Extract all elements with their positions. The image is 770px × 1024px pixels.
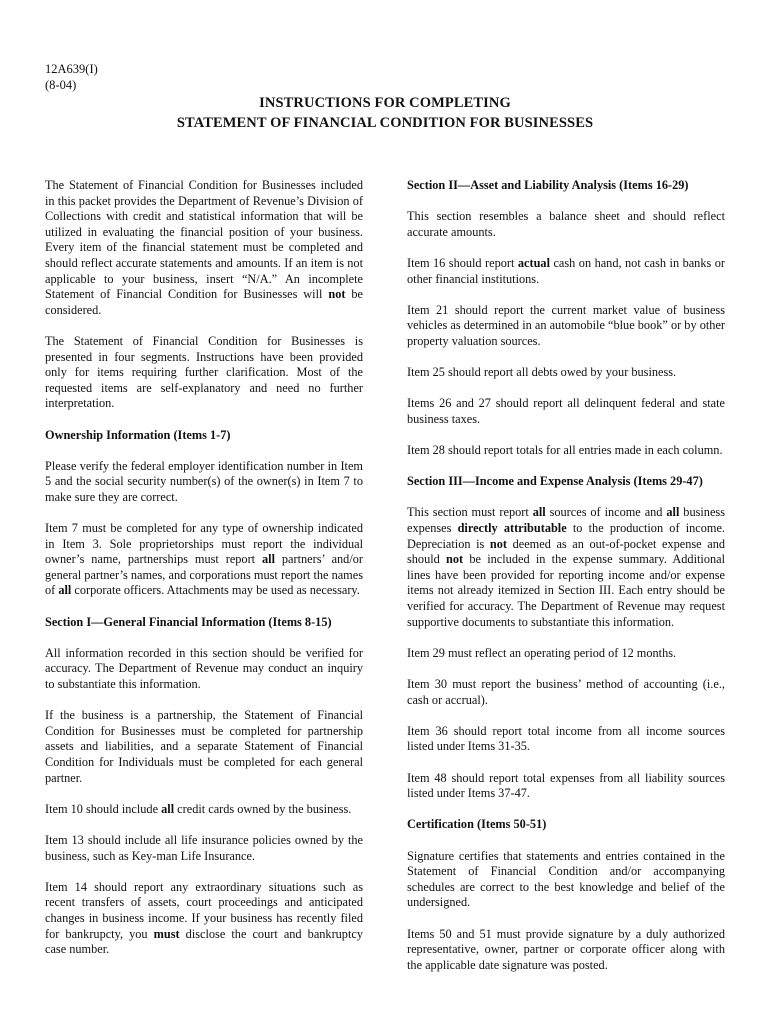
item-26-paragraph: Items 26 and 27 should report all delinquent federal and state business taxes. (407, 396, 725, 426)
form-identifier (45, 61, 98, 93)
certification-heading: Certification (Items 50-51) (407, 817, 547, 832)
item-30-paragraph: Item 30 must report the business’ method of accounting (i.e., cash or accrual). (407, 677, 725, 707)
item-36-paragraph: Item 36 should report total income from all income sources listed under Items 31-35. (407, 723, 725, 754)
item-13-paragraph: Item 13 should include all life insurance policies owned by the business, such as Key-man Life Insurance. (45, 832, 363, 863)
left-column (45, 178, 363, 973)
form-number: 12A639(I) (45, 62, 98, 76)
item-16-paragraph: Item 16 should report actual cash on hand, not cash in banks or other financial institutions. (407, 255, 725, 286)
page-title (0, 93, 770, 133)
certification-paragraph-2: Items 50 and 51 must provide signature by a duly authorized representative, owner, partner or corporate officer along with the applicable date signature was posted. (407, 926, 725, 972)
intro-paragraph-2: The Statement of Financial Condition for Businesses is presented in four segments. Instructions have been provided only for items requiring further clarification. Most of the requested items are self-explanatory and need no further interpretation. (45, 333, 363, 411)
section-1-paragraph-1: All information recorded in this section should be verified for accuracy. The Department of Revenue may conduct an inquiry to substantiate this information. (45, 645, 363, 691)
item-28-paragraph: Item 28 should report totals for all entries made in each column. (407, 443, 723, 458)
section-3-paragraph-1: This section must report all sources of income and all business expenses directly attributable to the production of income. Depreciation is not deemed as an out-of-pocket expense and should not be included in the expense summary. Additional lines have been provided for reporting income and/or expense items not already itemized in Section III. Each entry should be verified for accuracy. The Department of Revenue may request supportive documents to substantiate this information. (407, 505, 725, 629)
title-line-2: STATEMENT OF FINANCIAL CONDITION FOR BUSINESSES (176, 115, 594, 131)
item-29-paragraph: Item 29 must reflect an operating period of 12 months. (407, 645, 677, 660)
item-10-paragraph: Item 10 should include all credit cards owned by the business. (45, 801, 352, 816)
right-column (407, 178, 725, 989)
ownership-paragraph-2: Item 7 must be completed for any type of ownership indicated in Item 3. Sole proprietorships must report the individual owner’s name, partnerships must report all partners’ and/or general partner’s names, and corporations must report the names of all corporate officers. Attachments may be used as necessary. (45, 521, 363, 598)
section-1-heading: Section I—General Financial Information (Items 8-15) (45, 614, 332, 629)
item-14-paragraph: Item 14 should report any extraordinary situations such as recent transfers of assets, court proceedings and anticipated changes in business income. If your business has recently filed for bankrupcty, you must disclose the court and bankruptcy case number. (45, 879, 363, 957)
item-48-paragraph: Item 48 should report total expenses from all liability sources listed under Items 37-47. (407, 770, 725, 801)
title-line-1: INSTRUCTIONS FOR COMPLETING (259, 95, 511, 111)
item-21-paragraph: Item 21 should report the current market value of business vehicles as determined in an automobile “blue book” or by other property valuation sources. (407, 302, 725, 348)
section-2-heading: Section II—Asset and Liability Analysis (Items 16-29) (407, 178, 689, 192)
ownership-paragraph-1: Please verify the federal employer identification number in Item 5 and the social security number(s) of the owner(s) in Item 7 to make sure they are correct. (45, 458, 363, 504)
certification-paragraph-1: Signature certifies that statements and entries contained in the Statement of Financial Condition and/or accompanying schedules are correct to the best knowledge and belief of the undersigned. (407, 848, 725, 910)
section-3-heading: Section III—Income and Expense Analysis (Items 29-47) (407, 474, 703, 489)
section-2-paragraph-1: This section resembles a balance sheet and should reflect accurate amounts. (407, 209, 725, 239)
item-25-paragraph: Item 25 should report all debts owed by your business. (407, 365, 677, 380)
intro-paragraph-1: The Statement of Financial Condition for Businesses included in this packet provides the Department of Revenue’s Division of Collections with credit and statistical information that will be utilized in evaluating the financial position of your business. Every item of the financial statement must be completed and should reflect accurate statements and amounts. If an item is not applicable to your business, insert “N/A.” An incomplete Statement of Financial Condition for Businesses will not be considered. (45, 178, 363, 317)
form-date: (8-04) (45, 78, 77, 92)
section-1-paragraph-2: If the business is a partnership, the Statement of Financial Condition for Businesses must be completed for partnership assets and liabilities, and a separate Statement of Financial Condition for Individuals must be completed for each general partner. (45, 708, 363, 785)
ownership-heading: Ownership Information (Items 1-7) (45, 427, 231, 442)
